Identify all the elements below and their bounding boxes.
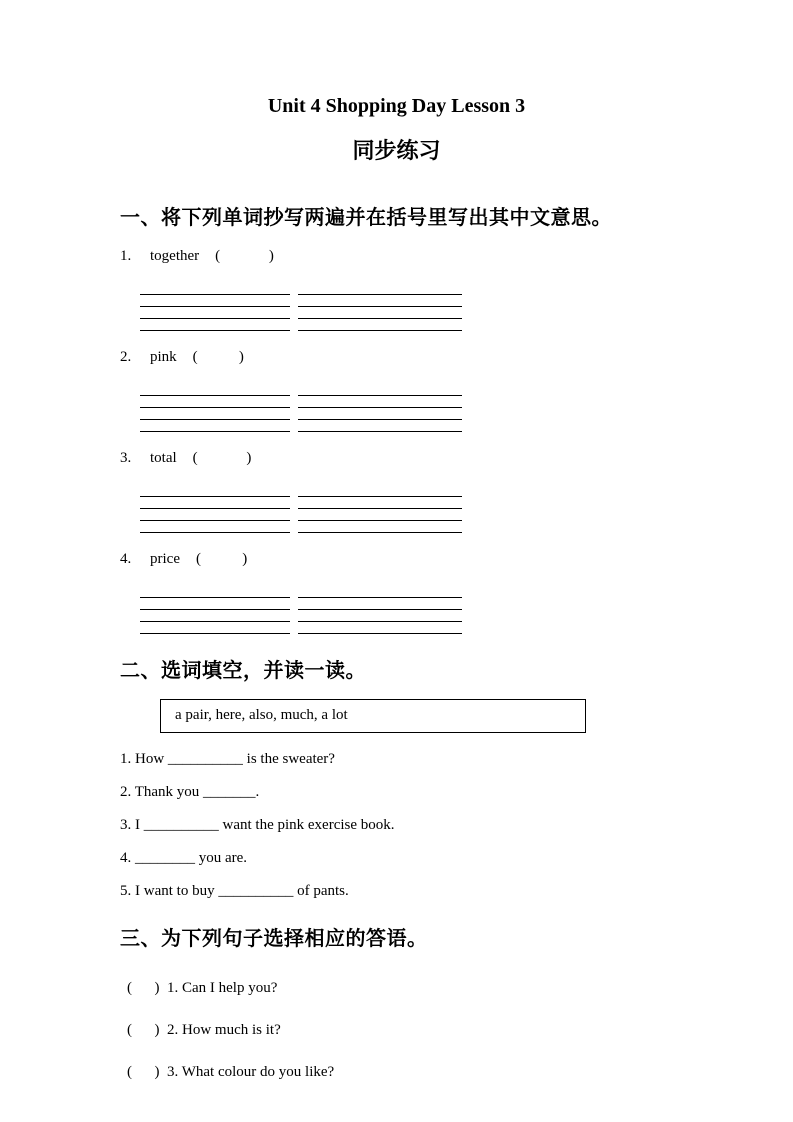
- writing-line: [140, 521, 290, 533]
- word-label: [120, 550, 793, 568]
- word-label: [120, 348, 793, 366]
- copy-lines-right-column: [298, 485, 462, 533]
- copy-lines-right-column: [298, 586, 462, 634]
- fill-in-sentence-4: 4. ________ you are.: [120, 850, 248, 866]
- writing-line: [140, 408, 290, 420]
- writing-line: [298, 295, 462, 307]
- page-title: Unit 4 Shopping Day Lesson 3: [267, 95, 526, 117]
- writing-line: [140, 283, 290, 295]
- writing-line: [298, 396, 462, 408]
- writing-line: [140, 509, 290, 521]
- meaning-brackets: ( ): [192, 349, 244, 365]
- copy-lines-left-column: [140, 485, 290, 533]
- writing-line: [298, 598, 462, 610]
- fill-in-sentence-1: 1. How __________ is the sweater?: [120, 751, 335, 767]
- writing-line: [140, 586, 290, 598]
- word-label: [120, 449, 793, 467]
- copy-lines-left-column: [140, 283, 290, 331]
- writing-line: [298, 509, 462, 521]
- copy-lines: [140, 485, 462, 533]
- writing-line: [140, 420, 290, 432]
- word-item-pink: [120, 348, 793, 432]
- writing-line: [298, 586, 462, 598]
- match-question-3: ( ) 3. What colour do you like?: [127, 1064, 335, 1080]
- meaning-brackets: ( ): [192, 450, 252, 466]
- item-number: 4.: [120, 551, 132, 567]
- writing-line: [298, 622, 462, 634]
- writing-line: [298, 497, 462, 509]
- item-number: 1.: [120, 248, 132, 264]
- writing-line: [140, 307, 290, 319]
- word-item-price: [120, 550, 793, 634]
- vocab-word: pink: [150, 349, 177, 365]
- meaning-brackets: ( ): [215, 248, 274, 264]
- section-one-heading: 一、将下列单词抄写两遍并在括号里写出其中文意思。: [120, 207, 612, 229]
- copy-lines: [140, 586, 462, 634]
- writing-line: [298, 384, 462, 396]
- section-two-heading: 二、选词填空，并读一读。: [120, 660, 366, 682]
- copy-lines: [140, 283, 462, 331]
- fill-in-sentence-3: 3. I __________ want the pink exercise book.: [120, 817, 395, 833]
- copy-lines-left-column: [140, 384, 290, 432]
- copy-lines-left-column: [140, 586, 290, 634]
- writing-line: [298, 283, 462, 295]
- vocab-word: together: [150, 248, 200, 264]
- writing-line: [140, 384, 290, 396]
- writing-line: [298, 307, 462, 319]
- word-label: [120, 247, 793, 265]
- match-question-1: ( ) 1. Can I help you?: [127, 980, 278, 996]
- writing-line: [140, 598, 290, 610]
- writing-line: [298, 521, 462, 533]
- word-bank-box: a pair, here, also, much, a lot: [160, 699, 586, 733]
- match-question-2: ( ) 2. How much is it?: [127, 1022, 281, 1038]
- copy-lines: [140, 384, 462, 432]
- writing-line: [298, 610, 462, 622]
- copy-lines-right-column: [298, 283, 462, 331]
- writing-line: [298, 408, 462, 420]
- writing-line: [298, 420, 462, 432]
- writing-line: [140, 497, 290, 509]
- item-number: 3.: [120, 450, 132, 466]
- page-subtitle: 同步练习: [352, 138, 441, 163]
- item-number: 2.: [120, 349, 132, 365]
- fill-in-sentence-2: 2. Thank you _______.: [120, 784, 260, 800]
- word-item-total: [120, 449, 793, 533]
- copy-lines-right-column: [298, 384, 462, 432]
- meaning-brackets: ( ): [195, 551, 248, 567]
- section-three-heading: 三、为下列句子选择相应的答语。: [120, 928, 428, 950]
- vocab-word: price: [150, 551, 180, 567]
- word-item-together: [120, 247, 793, 331]
- writing-line: [140, 485, 290, 497]
- vocab-word: total: [150, 450, 177, 466]
- fill-in-sentence-5: 5. I want to buy __________ of pants.: [120, 883, 349, 899]
- writing-line: [298, 485, 462, 497]
- writing-line: [140, 295, 290, 307]
- writing-line: [140, 610, 290, 622]
- writing-line: [140, 622, 290, 634]
- writing-line: [140, 396, 290, 408]
- writing-line: [298, 319, 462, 331]
- writing-line: [140, 319, 290, 331]
